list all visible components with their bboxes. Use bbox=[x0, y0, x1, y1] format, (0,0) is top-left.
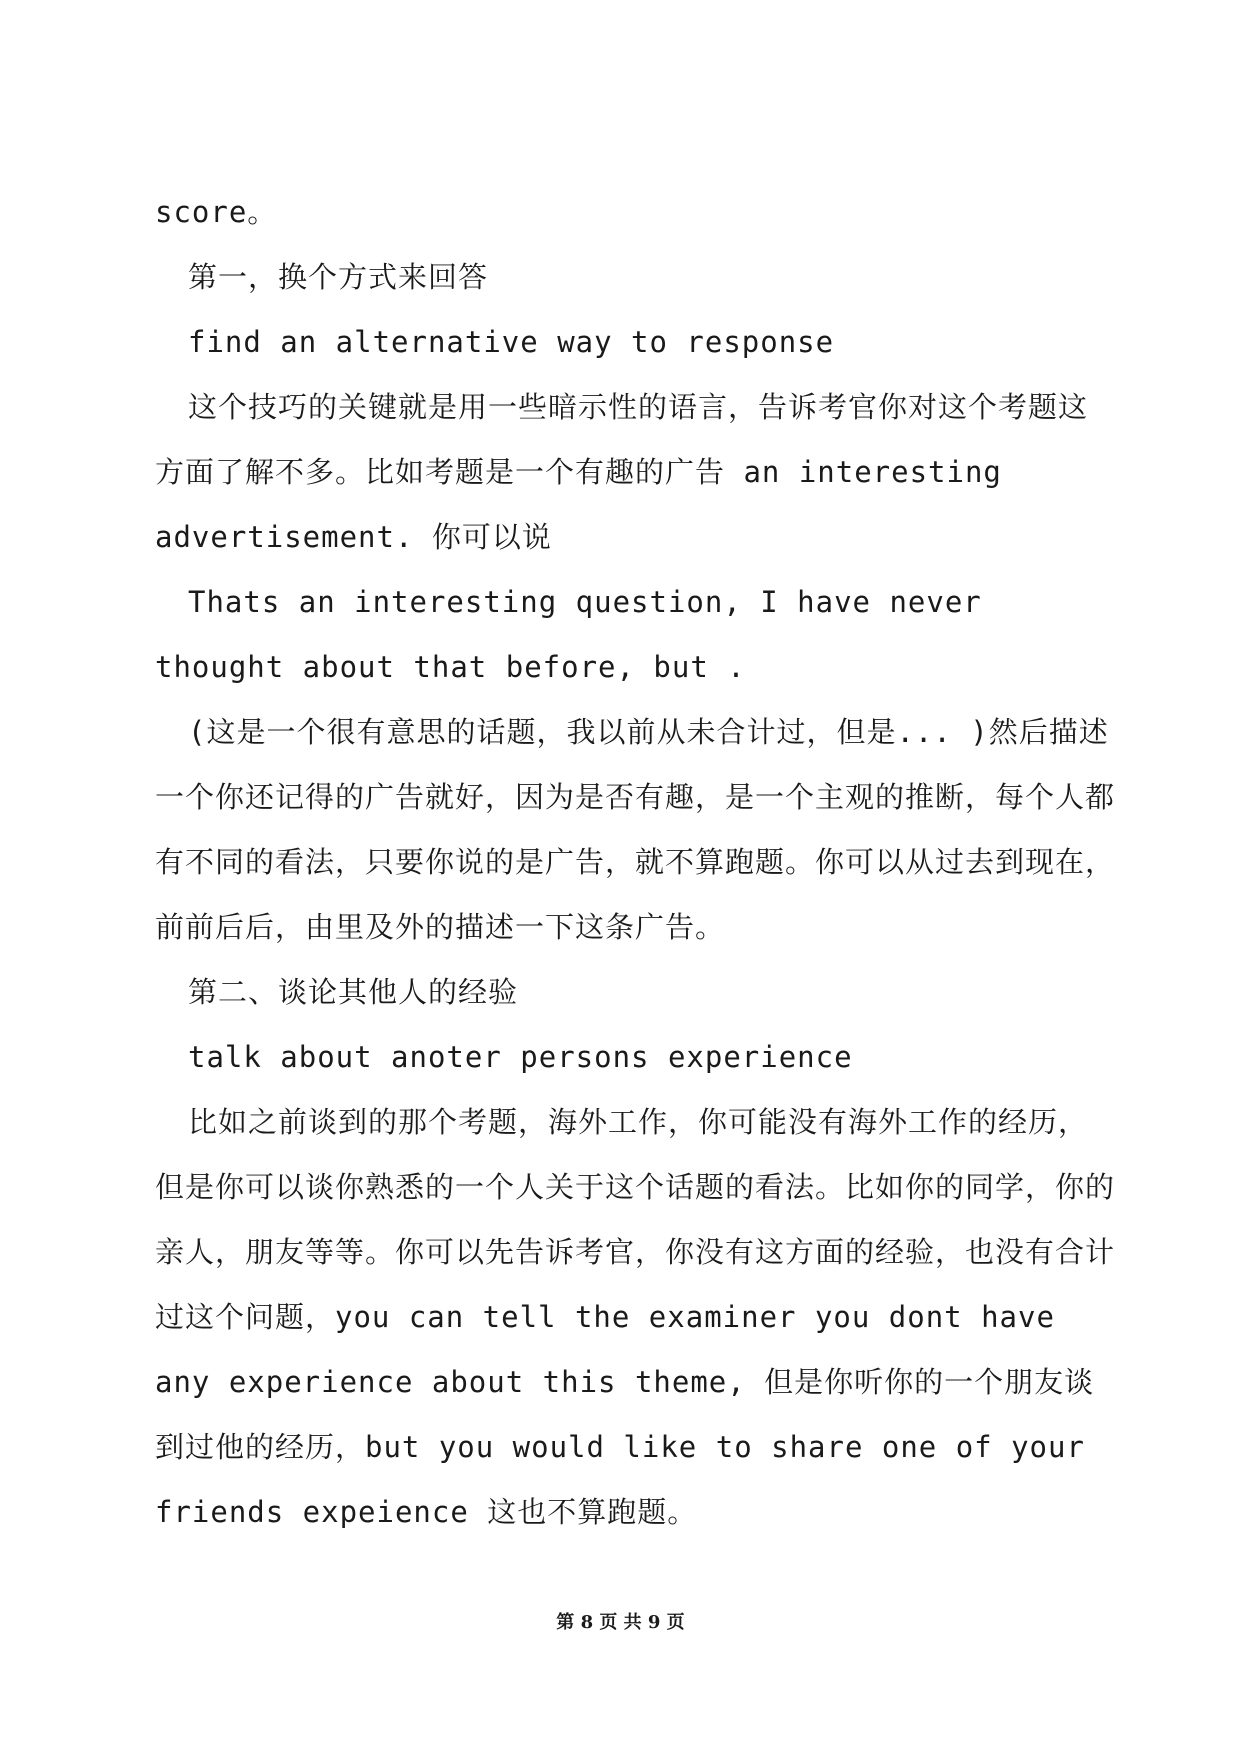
paragraph-example-translation: (这是一个很有意思的话题，我以前从未合计过，但是... )然后描述一个你还记得的广告就好，因为是否有趣，是一个主观的推断，每个人都有不同的看法，只要你说的是广告，就不算跑题。你可以从过去到现在，前前后后，由里及外的描述一下这条广告。 bbox=[155, 715, 1116, 944]
paragraph-example-quote: Thats an interesting question, I have never thought about that before, but . bbox=[155, 585, 982, 684]
section-subheading-alternative-way-en: find an alternative way to response bbox=[188, 325, 835, 359]
paragraph-score-fragment: score。 bbox=[155, 195, 278, 229]
page-number-footer: 第 8 页 共 9 页 bbox=[556, 1612, 685, 1633]
section-subheading-others-experience-en: talk about anoter persons experience bbox=[188, 1040, 853, 1074]
section-heading-others-experience: 第二、谈论其他人的经验 bbox=[188, 975, 519, 1009]
paragraph-others-experience-explanation: 比如之前谈到的那个考题，海外工作，你可能没有海外工作的经历，但是你可以谈你熟悉的一个人关于这个话题的看法。比如你的同学，你的亲人，朋友等等。你可以先告诉考官，你没有这方面的经验，也没有合计过这个问题，you can tell the examiner you dont have any experience about this theme, 但是你听你的一个朋友谈到过他的经历，but you would like to share one of your friends expeience 这也不算跑题。 bbox=[155, 1105, 1116, 1529]
section-heading-alternative-way: 第一，换个方式来回答 bbox=[188, 260, 489, 294]
paragraph-technique-explanation: 这个技巧的关键就是用一些暗示性的语言，告诉考官你对这个考题这方面了解不多。比如考题是一个有趣的广告 an interesting advertisement. 你可以说 bbox=[155, 390, 1089, 554]
document-body bbox=[155, 180, 1115, 1545]
